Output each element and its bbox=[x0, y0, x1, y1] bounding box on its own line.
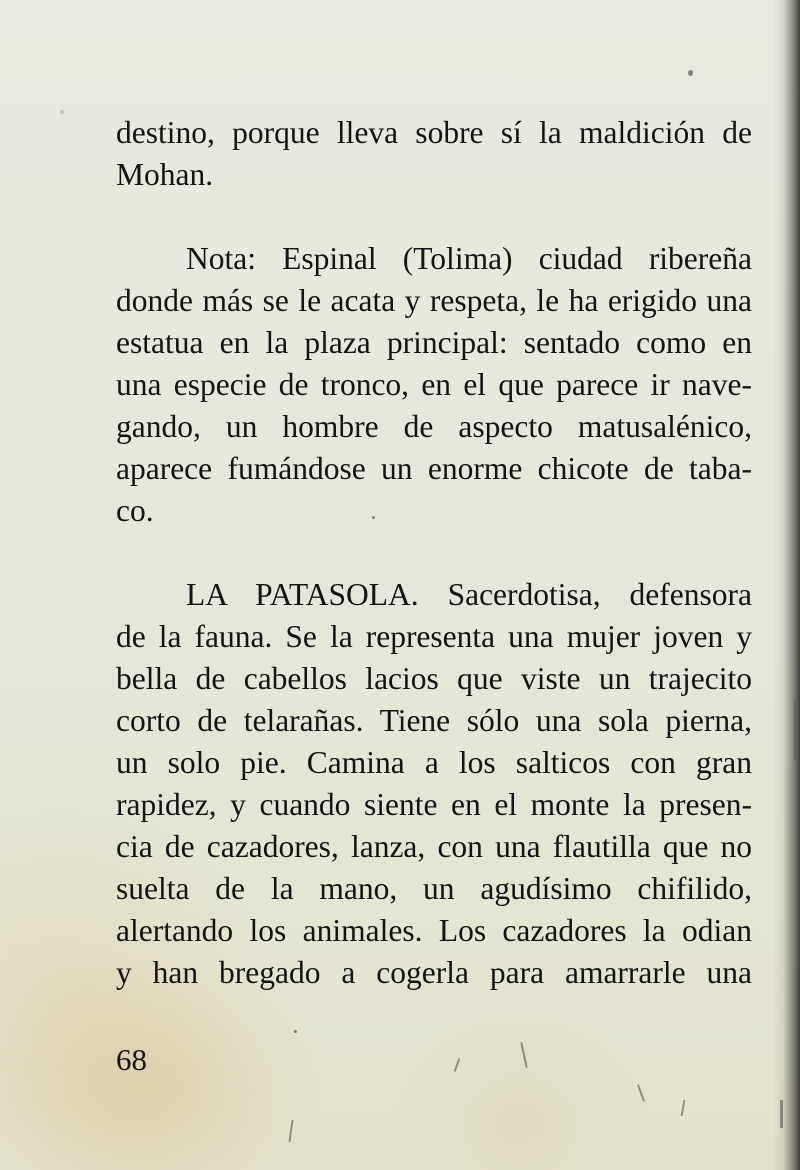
text-line: Nota: Espinal (Tolima) ciudad ribereña bbox=[186, 241, 752, 276]
paper-mark bbox=[794, 700, 796, 760]
text-line: gando, un hombre de aspecto matusalénico, bbox=[116, 409, 752, 444]
page-edge-shadow bbox=[772, 0, 800, 1170]
text-line: suelta de la mano, un agudísimo chifilido, bbox=[116, 871, 752, 906]
text-line: rapidez, y cuando siente en el monte la presen- bbox=[116, 787, 752, 822]
body-text bbox=[116, 112, 752, 994]
paper-mark bbox=[681, 1100, 686, 1116]
paper-speck bbox=[688, 70, 693, 76]
paper-mark bbox=[288, 1120, 293, 1142]
text-line: estatua en la plaza principal: sentado como en bbox=[116, 325, 752, 360]
paper-mark bbox=[637, 1084, 645, 1102]
text-line: Mohan. bbox=[116, 157, 214, 192]
paper-speck bbox=[60, 110, 64, 114]
text-line: bella de cabellos lacios que viste un trajecito bbox=[116, 661, 752, 696]
text-line: LA PATASOLA. Sacerdotisa, defensora bbox=[186, 577, 752, 612]
paper-speck bbox=[294, 1030, 297, 1033]
paragraph-gap bbox=[116, 532, 752, 574]
text-line: un solo pie. Camina a los salticos con gran bbox=[116, 745, 752, 780]
paper-mark bbox=[454, 1058, 461, 1072]
paragraph-gap bbox=[116, 196, 752, 238]
page-number: 68 bbox=[116, 1042, 147, 1077]
text-line: de la fauna. Se la representa una mujer joven y bbox=[116, 619, 752, 654]
text-line: corto de telarañas. Tiene sólo una sola pierna, bbox=[116, 703, 752, 738]
paper-mark bbox=[520, 1042, 527, 1068]
text-line: co. bbox=[116, 493, 154, 528]
text-line: destino, porque lleva sobre sí la maldición de bbox=[116, 115, 752, 150]
paper-mark bbox=[780, 1100, 783, 1128]
text-line: aparece fumándose un enorme chicote de taba- bbox=[116, 451, 752, 486]
text-line: donde más se le acata y respeta, le ha erigido una bbox=[116, 283, 752, 318]
text-line: alertando los animales. Los cazadores la odian bbox=[116, 913, 752, 948]
text-line: una especie de tronco, en el que parece ir nave- bbox=[116, 367, 752, 402]
text-line: cia de cazadores, lanza, con una flautilla que no bbox=[116, 829, 752, 864]
text-line: y han bregado a cogerla para amarrarle una bbox=[116, 955, 752, 990]
